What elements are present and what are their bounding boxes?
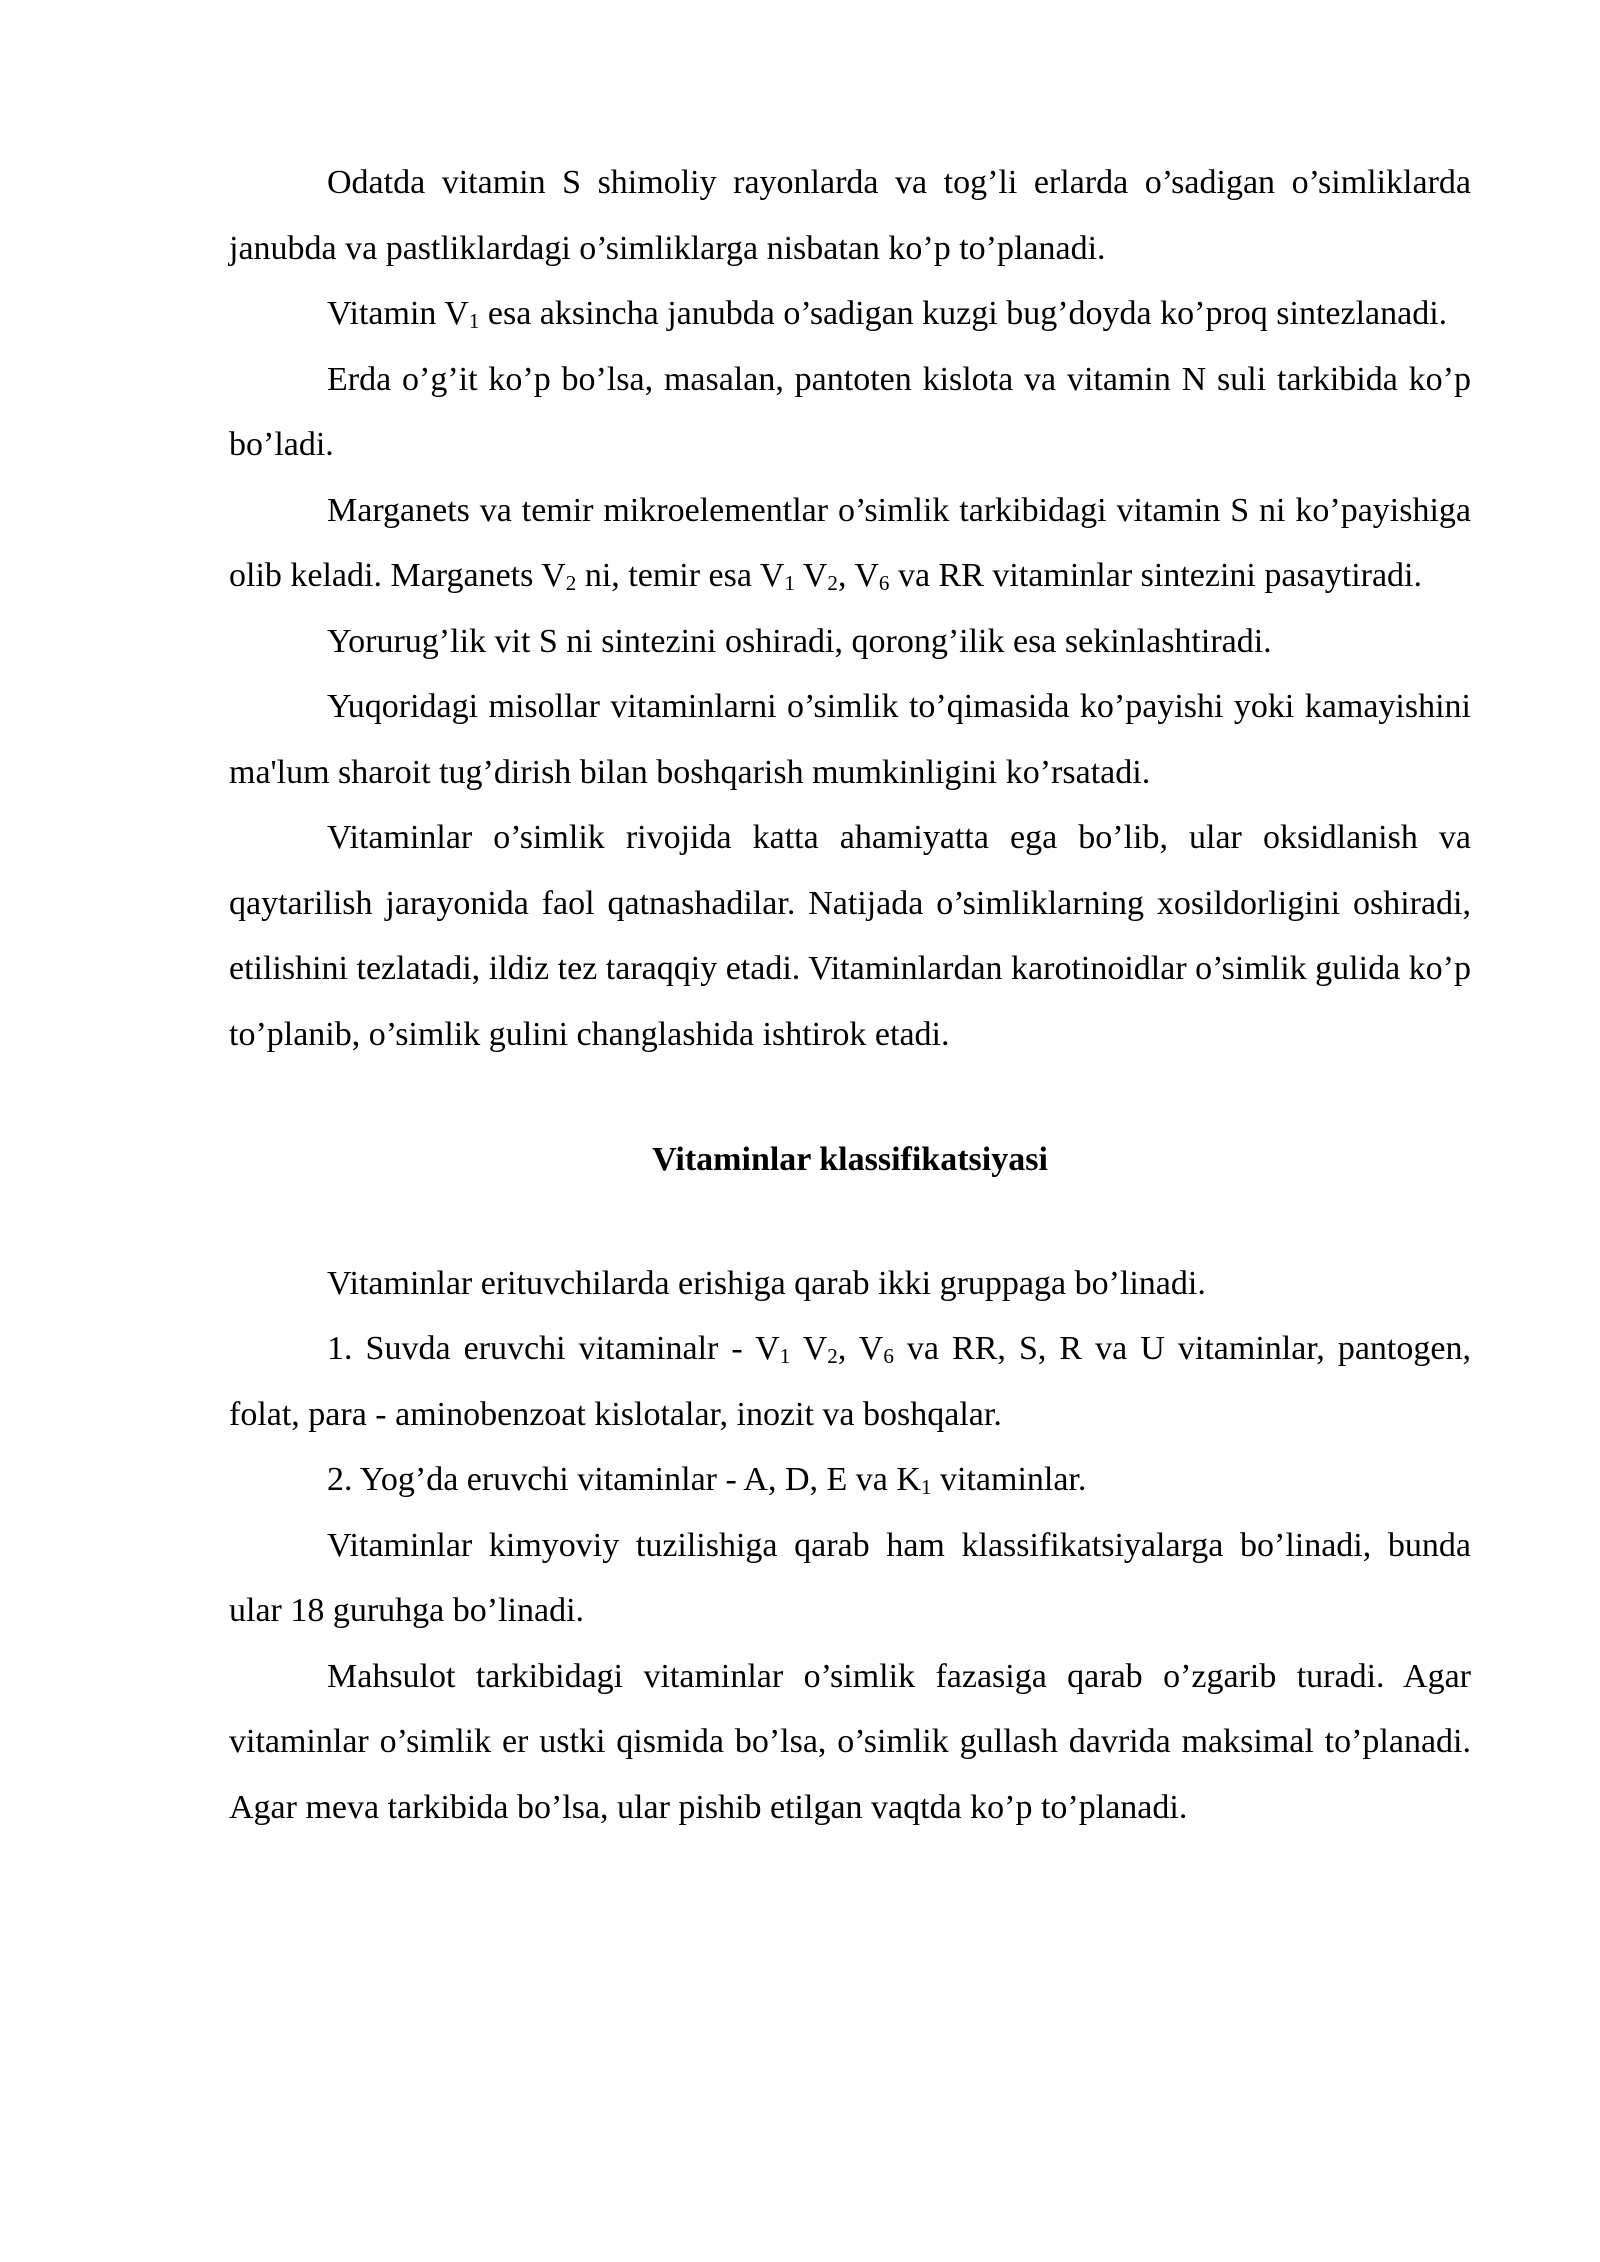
subscript: 2 — [827, 570, 838, 595]
paragraph: Yuqoridagi misollar vitaminlarni o’simlik to’qimasida ko’payishi yoki kamayishini ma'lum sharoit tug’dirish bilan boshqarish mumkinligini ko’rsatadi. — [229, 688, 1471, 791]
subscript: 1 — [920, 1474, 932, 1499]
paragraph: Marganets va temir mikroelementlar o’simlik tarkibidagi vitamin S ni ko’payishiga olib keladi. Marganets $V_2$ ni, temir esa $V_1$ $V_2$, $V_6$ va RR vitaminlar sintezini pasaytiradi. — [229, 491, 1471, 595]
top-section — [229, 150, 1471, 1067]
paragraph: Odatda vitamin S shimoliy rayonlarda va tog’li erlarda o’sadigan o’simliklarda janubda va pastliklardagi o’simliklarga nisbatan ko’p to’planadi. — [229, 164, 1471, 267]
subscript: 2 — [827, 1343, 838, 1368]
subscript: 6 — [878, 570, 890, 595]
paragraph: 2. Yog’da eruvchi vitaminlar - A, D, E va $K_1$ vitaminlar. — [327, 1461, 1087, 1499]
paragraph: 1. Suvda eruvchi vitaminalr - $V_1$ $V_2$, $V_6$ va RR, S, R va U vitaminlar, pantogen, folat, para - aminobenzoat kislotalar, inozit va boshqalar. — [229, 1330, 1471, 1433]
subscript: 2 — [565, 570, 577, 595]
subscript: 6 — [883, 1343, 894, 1368]
paragraph: Vitaminlar kimyoviy tuzilishiga qarab ham klassifikatsiyalarga bo’linadi, bunda ular 18 guruhga bo’linadi. — [229, 1526, 1471, 1629]
paragraph: Erda o’g’it ko’p bo’lsa, masalan, pantoten kislota va vitamin N suli tarkibida ko’p bo’ladi. — [229, 360, 1471, 463]
paragraph: Yorurug’lik vit S ni sintezini oshiradi, qorong’ilik esa sekinlashtiradi. — [327, 622, 1272, 660]
section-heading: Vitaminlar klassifikatsiyasi — [652, 1141, 1048, 1178]
subscript: 1 — [779, 1343, 791, 1368]
bottom-section — [229, 1251, 1471, 1841]
paragraph: Mahsulot tarkibidagi vitaminlar o’simlik fazasiga qarab o’zgarib turadi. Agar vitaminlar o’simlik er ustki qismida bo’lsa, o’simlik gullash davrida maksimal to’planadi. Agar meva tarkibida bo’lsa, ular pishib etilgan vaqtda ko’p to’planadi. — [229, 1657, 1471, 1826]
paragraph: Vitamin $V_1$ esa aksincha janubda o’sadigan kuzgi bug’doyda ko’proq sintezlanadi. — [327, 295, 1448, 333]
paragraph: Vitaminlar erituvchilarda erishiga qarab ikki gruppaga bo’linadi. — [327, 1264, 1206, 1302]
paragraph: Vitaminlar o’simlik rivojida katta ahamiyatta ega bo’lib, ular oksidlanish va qaytarilish jarayonida faol qatnashadilar. Natijada o’simliklarning xosildorligini oshiradi, etilishini tezlatadi, ildiz tez taraqqiy etadi. Vitaminlardan karotinoidlar o’simlik gulida ko’p to’planib, o’simlik gulini changlashida ishtirok etadi. — [229, 819, 1471, 1053]
subscript: 1 — [468, 308, 480, 333]
subscript: 1 — [784, 570, 795, 595]
